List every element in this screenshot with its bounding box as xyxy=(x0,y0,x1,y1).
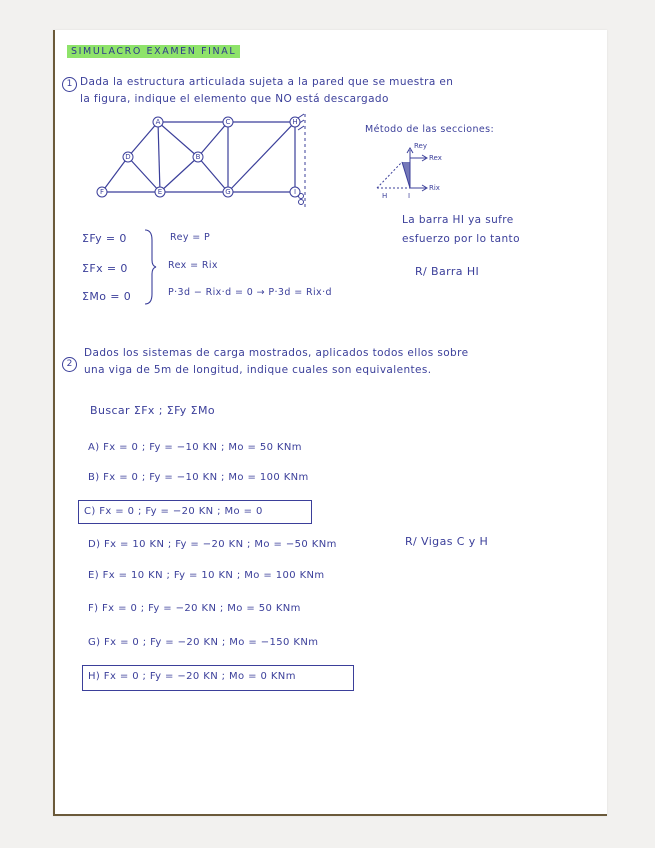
truss-node-label: B xyxy=(195,153,201,161)
truss-node-label: F xyxy=(99,188,105,196)
page-title: SIMULACRO EXAMEN FINAL xyxy=(67,45,240,58)
option-e: E) Fx = 10 KN ; Fy = 10 KN ; Mo = 100 KNm xyxy=(88,570,325,581)
equation-sum-mo: ΣMo = 0 xyxy=(82,290,132,303)
label-rix: Rix xyxy=(429,184,440,192)
section-diagram xyxy=(362,140,462,200)
problem-1-answer: R/ Barra HI xyxy=(415,265,480,278)
result-rey: Rey = P xyxy=(170,232,211,243)
problem-2-statement-line-2: una viga de 5m de longitud, indique cuales son equivalentes. xyxy=(84,364,432,376)
label-h: H xyxy=(382,192,388,200)
label-i: I xyxy=(408,192,411,200)
option-d: D) Fx = 10 KN ; Fy = −20 KN ; Mo = −50 KNm xyxy=(88,539,337,550)
option-h: H) Fx = 0 ; Fy = −20 KN ; Mo = 0 KNm xyxy=(88,671,296,682)
truss-node-label: D xyxy=(125,153,131,161)
result-moment: P·3d − Rix·d = 0 → P·3d = Rix·d xyxy=(168,287,332,298)
problem-1-statement-line-1: Dada la estructura articulada sujeta a la pared que se muestra en xyxy=(80,76,454,88)
note-line-2: esfuerzo por lo tanto xyxy=(402,233,520,245)
option-g: G) Fx = 0 ; Fy = −20 KN ; Mo = −150 KNm xyxy=(88,637,319,648)
method-title: Método de las secciones: xyxy=(365,124,495,135)
search-sums: Buscar ΣFx ; ΣFy ΣMo xyxy=(90,404,215,417)
truss-node-label: G xyxy=(225,188,231,196)
problem-2-statement-line-1: Dados los sistemas de carga mostrados, aplicados todos ellos sobre xyxy=(84,347,469,359)
equation-sum-fx: ΣFx = 0 xyxy=(82,262,128,275)
truss-node-label: C xyxy=(225,118,231,126)
truss-node-label: E xyxy=(157,188,163,196)
brace xyxy=(143,228,157,306)
result-rex: Rex = Rix xyxy=(168,260,218,271)
truss-node-label: I xyxy=(293,188,297,196)
problem-2-number: 2 xyxy=(62,357,77,372)
label-rey: Rey xyxy=(414,142,427,150)
truss-diagram xyxy=(90,112,325,212)
option-c: C) Fx = 0 ; Fy = −20 KN ; Mo = 0 xyxy=(84,506,263,517)
note-line-1: La barra HI ya sufre xyxy=(402,214,514,226)
truss-node-label: A xyxy=(155,118,161,126)
option-b: B) Fx = 0 ; Fy = −10 KN ; Mo = 100 KNm xyxy=(88,472,309,483)
label-rex: Rex xyxy=(429,154,442,162)
option-f: F) Fx = 0 ; Fy = −20 KN ; Mo = 50 KNm xyxy=(88,603,301,614)
equation-sum-fy: ΣFy = 0 xyxy=(82,232,127,245)
problem-2-answer: R/ Vigas C y H xyxy=(405,535,489,548)
problem-1-statement-line-2: la figura, indique el elemento que NO está descargado xyxy=(80,93,389,105)
problem-1-number: 1 xyxy=(62,77,77,92)
option-a: A) Fx = 0 ; Fy = −10 KN ; Mo = 50 KNm xyxy=(88,442,302,453)
truss-node-label: H xyxy=(292,118,298,126)
